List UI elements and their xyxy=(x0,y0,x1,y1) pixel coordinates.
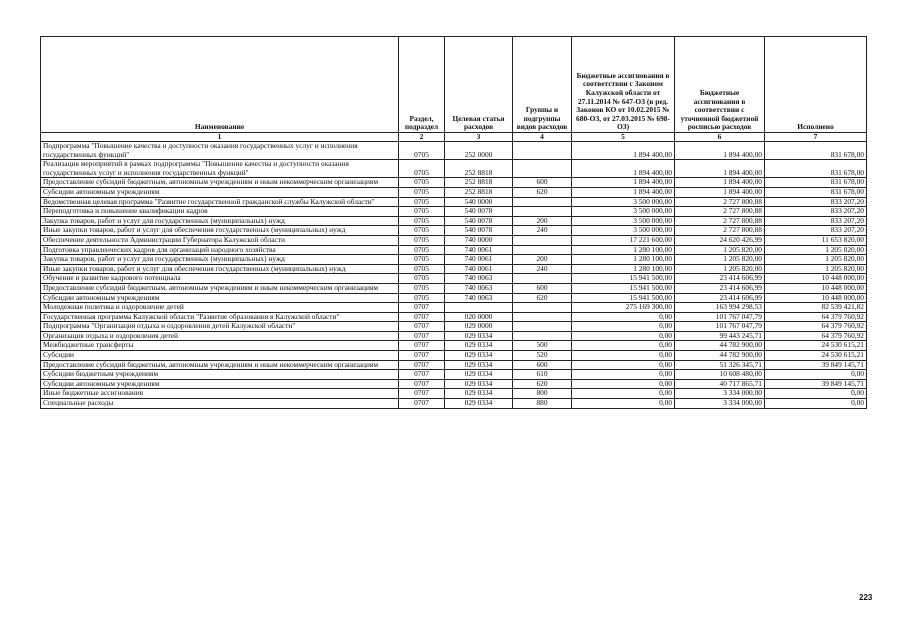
row-refined-amount: 24 620 426,99 xyxy=(675,235,765,245)
row-refined-amount: 23 414 606,99 xyxy=(675,293,765,303)
row-target: 540 0078 xyxy=(445,207,513,217)
row-name: Ведомственная целевая программа "Развитие государственной гражданской службы Калужской области" xyxy=(41,197,399,207)
row-section: 0707 xyxy=(399,351,445,361)
row-law-amount: 1 894 400,00 xyxy=(572,160,675,178)
row-target: 029 0334 xyxy=(445,360,513,370)
row-refined-amount: 163 994 298,53 xyxy=(675,303,765,313)
row-executed-amount: 0,00 xyxy=(765,370,867,380)
column-number: 2 xyxy=(399,133,445,142)
row-refined-amount: 23 414 606,99 xyxy=(675,283,765,293)
table-row xyxy=(41,379,867,389)
row-group xyxy=(513,303,572,313)
row-section: 0707 xyxy=(399,389,445,399)
column-number: 4 xyxy=(513,133,572,142)
header-target: Целевая статья расходов xyxy=(445,37,513,133)
row-name: Закупка товаров, работ и услуг для государственных (муниципальных) нужд xyxy=(41,216,399,226)
row-law-amount: 15 941 500,00 xyxy=(572,293,675,303)
row-name: Специальные расходы xyxy=(41,399,399,409)
row-refined-amount: 2 727 800,88 xyxy=(675,197,765,207)
row-executed-amount: 831 678,00 xyxy=(765,178,867,188)
row-executed-amount: 24 530 615,21 xyxy=(765,341,867,351)
row-group: 200 xyxy=(513,216,572,226)
row-executed-amount: 833 207,20 xyxy=(765,207,867,217)
row-group xyxy=(513,235,572,245)
row-refined-amount: 101 767 047,79 xyxy=(675,322,765,332)
row-refined-amount: 1 894 400,00 xyxy=(675,160,765,178)
row-refined-amount: 2 727 800,88 xyxy=(675,216,765,226)
row-law-amount: 0,00 xyxy=(572,399,675,409)
row-law-amount: 275 169 300,00 xyxy=(572,303,675,313)
row-section: 0705 xyxy=(399,197,445,207)
table-row xyxy=(41,245,867,255)
row-target: 740 0000 xyxy=(445,235,513,245)
row-name: Предоставление субсидий бюджетным, автономным учреждениям и иным некоммерческим организациям xyxy=(41,283,399,293)
row-law-amount: 3 500 000,00 xyxy=(572,216,675,226)
header-groups: Группы и подгруппы видов расходов xyxy=(513,37,572,133)
row-name: Подготовка управленческих кадров для организаций народного хозяйства xyxy=(41,245,399,255)
row-refined-amount: 2 727 800,88 xyxy=(675,226,765,236)
table-row xyxy=(41,360,867,370)
row-law-amount: 0,00 xyxy=(572,360,675,370)
row-name: Предоставление субсидий бюджетным, автономным учреждениям и иным некоммерческим организациям xyxy=(41,360,399,370)
row-refined-amount: 44 782 900,00 xyxy=(675,351,765,361)
row-refined-amount: 101 767 047,79 xyxy=(675,312,765,322)
table-row xyxy=(41,322,867,332)
row-section: 0707 xyxy=(399,303,445,313)
row-law-amount: 0,00 xyxy=(572,322,675,332)
row-name: Иные закупки товаров, работ и услуг для обеспечения государственных (муниципальных) нужд xyxy=(41,226,399,236)
row-law-amount: 0,00 xyxy=(572,379,675,389)
row-group xyxy=(513,312,572,322)
table-row xyxy=(41,226,867,236)
row-name: Иные закупки товаров, работ и услуг для обеспечения государственных (муниципальных) нужд xyxy=(41,264,399,274)
table-row xyxy=(41,255,867,265)
row-name: Обеспечение деятельности Администрации Губернатора Калужской области xyxy=(41,235,399,245)
row-law-amount: 3 500 000,00 xyxy=(572,226,675,236)
row-law-amount: 3 500 000,00 xyxy=(572,197,675,207)
row-target: 740 0063 xyxy=(445,283,513,293)
row-target: 252 8818 xyxy=(445,160,513,178)
row-target xyxy=(445,303,513,313)
row-law-amount: 1 894 400,00 xyxy=(572,178,675,188)
row-refined-amount: 23 414 606,99 xyxy=(675,274,765,284)
table-row xyxy=(41,312,867,322)
row-target: 540 0078 xyxy=(445,216,513,226)
table-body xyxy=(41,142,867,409)
row-law-amount: 1 894 400,00 xyxy=(572,142,675,160)
row-section: 0707 xyxy=(399,360,445,370)
row-section: 0705 xyxy=(399,255,445,265)
row-group: 620 xyxy=(513,187,572,197)
row-section: 0707 xyxy=(399,399,445,409)
table-row xyxy=(41,341,867,351)
row-law-amount: 0,00 xyxy=(572,341,675,351)
row-executed-amount: 11 653 820,00 xyxy=(765,235,867,245)
row-refined-amount: 44 782 900,00 xyxy=(675,341,765,351)
column-number: 6 xyxy=(675,133,765,142)
row-section: 0707 xyxy=(399,322,445,332)
row-group: 600 xyxy=(513,360,572,370)
row-target: 252 0000 xyxy=(445,142,513,160)
row-executed-amount: 831 678,00 xyxy=(765,187,867,197)
table-row xyxy=(41,264,867,274)
row-refined-amount: 1 894 400,00 xyxy=(675,142,765,160)
row-law-amount: 1 280 100,00 xyxy=(572,245,675,255)
row-group: 520 xyxy=(513,351,572,361)
table-row xyxy=(41,351,867,361)
row-section: 0705 xyxy=(399,187,445,197)
row-executed-amount: 833 207,20 xyxy=(765,226,867,236)
row-name: Государственная программа Калужской области "Развитие образования в Калужской области" xyxy=(41,312,399,322)
table-row xyxy=(41,399,867,409)
row-refined-amount: 40 717 865,71 xyxy=(675,379,765,389)
row-name: Обучение и развитие кадрового потенциала xyxy=(41,274,399,284)
row-executed-amount: 833 207,20 xyxy=(765,216,867,226)
row-group xyxy=(513,245,572,255)
row-law-amount: 17 221 600,00 xyxy=(572,235,675,245)
row-law-amount: 1 894 400,00 xyxy=(572,187,675,197)
row-name: Подпрограмма "Организация отдыха и оздоровления детей Калужской области" xyxy=(41,322,399,332)
header-refined: Бюджетные ассигнования в соответствии с уточненной бюджетной росписью расходов xyxy=(675,37,765,133)
table-row xyxy=(41,370,867,380)
row-target: 740 0061 xyxy=(445,255,513,265)
row-law-amount: 1 280 100,00 xyxy=(572,264,675,274)
table-row xyxy=(41,303,867,313)
table-row xyxy=(41,197,867,207)
table-row xyxy=(41,293,867,303)
table-row xyxy=(41,274,867,284)
row-target: 740 0063 xyxy=(445,293,513,303)
page-number: 223 xyxy=(859,593,873,602)
row-refined-amount: 3 334 000,00 xyxy=(675,399,765,409)
row-group: 200 xyxy=(513,255,572,265)
row-group: 610 xyxy=(513,370,572,380)
row-target: 029 0334 xyxy=(445,370,513,380)
column-number: 7 xyxy=(765,133,867,142)
row-executed-amount: 10 448 000,00 xyxy=(765,274,867,284)
row-law-amount: 0,00 xyxy=(572,389,675,399)
header-executed: Исполнено xyxy=(765,37,867,133)
row-law-amount: 0,00 xyxy=(572,351,675,361)
row-group: 240 xyxy=(513,226,572,236)
row-group xyxy=(513,160,572,178)
row-refined-amount: 3 334 000,00 xyxy=(675,389,765,399)
row-executed-amount: 24 530 615,21 xyxy=(765,351,867,361)
header-name: Наименование xyxy=(41,37,399,133)
row-target: 029 0000 xyxy=(445,322,513,332)
row-refined-amount: 1 205 820,00 xyxy=(675,245,765,255)
row-section: 0705 xyxy=(399,160,445,178)
table-row xyxy=(41,207,867,217)
row-target: 540 0078 xyxy=(445,226,513,236)
row-section: 0705 xyxy=(399,235,445,245)
row-executed-amount: 0,00 xyxy=(765,389,867,399)
column-numbers-row xyxy=(41,133,867,142)
row-section: 0705 xyxy=(399,142,445,160)
row-executed-amount: 1 205 820,00 xyxy=(765,245,867,255)
row-executed-amount: 0,00 xyxy=(765,399,867,409)
row-group: 500 xyxy=(513,341,572,351)
column-number: 3 xyxy=(445,133,513,142)
row-refined-amount: 51 326 345,71 xyxy=(675,360,765,370)
table-header-row xyxy=(41,37,867,133)
row-refined-amount: 2 727 800,88 xyxy=(675,207,765,217)
row-executed-amount: 64 379 760,92 xyxy=(765,322,867,332)
row-executed-amount: 39 849 145,71 xyxy=(765,379,867,389)
row-section: 0707 xyxy=(399,312,445,322)
row-executed-amount: 831 678,00 xyxy=(765,142,867,160)
row-target: 540 0000 xyxy=(445,197,513,207)
row-name: Межбюджетные трансферты xyxy=(41,341,399,351)
table-row xyxy=(41,142,867,160)
table-row xyxy=(41,178,867,188)
row-name: Организация отдыха и оздоровления детей xyxy=(41,331,399,341)
row-section: 0705 xyxy=(399,207,445,217)
row-group: 800 xyxy=(513,389,572,399)
row-group: 620 xyxy=(513,379,572,389)
row-target: 740 0061 xyxy=(445,264,513,274)
row-name: Предоставление субсидий бюджетным, автономным учреждениям и иным некоммерческим организациям xyxy=(41,178,399,188)
row-group: 600 xyxy=(513,178,572,188)
row-group: 620 xyxy=(513,293,572,303)
row-target: 252 8818 xyxy=(445,178,513,188)
table-row xyxy=(41,187,867,197)
row-section: 0707 xyxy=(399,370,445,380)
row-section: 0705 xyxy=(399,245,445,255)
table-row xyxy=(41,235,867,245)
row-executed-amount: 10 448 000,00 xyxy=(765,293,867,303)
row-target: 029 0334 xyxy=(445,389,513,399)
row-section: 0705 xyxy=(399,293,445,303)
row-target: 029 0334 xyxy=(445,331,513,341)
table-row xyxy=(41,389,867,399)
row-group: 880 xyxy=(513,399,572,409)
row-target: 029 0334 xyxy=(445,399,513,409)
row-executed-amount: 39 849 145,71 xyxy=(765,360,867,370)
column-number: 1 xyxy=(41,133,399,142)
row-target: 029 0334 xyxy=(445,351,513,361)
row-group: 240 xyxy=(513,264,572,274)
row-law-amount: 0,00 xyxy=(572,331,675,341)
row-section: 0707 xyxy=(399,379,445,389)
row-law-amount: 0,00 xyxy=(572,312,675,322)
row-executed-amount: 64 379 760,92 xyxy=(765,331,867,341)
table-row xyxy=(41,160,867,178)
row-section: 0707 xyxy=(399,341,445,351)
header-section: Раздел, подраздел xyxy=(399,37,445,133)
row-section: 0705 xyxy=(399,216,445,226)
row-target: 740 0061 xyxy=(445,245,513,255)
row-executed-amount: 64 379 760,92 xyxy=(765,312,867,322)
row-executed-amount: 1 205 820,00 xyxy=(765,264,867,274)
row-target: 020 0000 xyxy=(445,312,513,322)
row-executed-amount: 82 539 421,82 xyxy=(765,303,867,313)
table-row xyxy=(41,283,867,293)
row-group xyxy=(513,322,572,332)
row-section: 0707 xyxy=(399,331,445,341)
row-section: 0705 xyxy=(399,178,445,188)
row-name: Закупка товаров, работ и услуг для государственных (муниципальных) нужд xyxy=(41,255,399,265)
row-target: 029 0334 xyxy=(445,341,513,351)
row-group xyxy=(513,142,572,160)
row-group: 600 xyxy=(513,283,572,293)
row-name: Реализация мероприятий в рамках подпрограммы "Повышение качества и доступности оказания государственных услуг и исполнения государственных функций" xyxy=(41,160,399,178)
row-name: Субсидии автономным учреждениям xyxy=(41,293,399,303)
row-refined-amount: 1 205 820,00 xyxy=(675,264,765,274)
row-group xyxy=(513,197,572,207)
row-section: 0705 xyxy=(399,283,445,293)
row-name: Субсидии бюджетным учреждениям xyxy=(41,370,399,380)
row-executed-amount: 10 448 000,00 xyxy=(765,283,867,293)
row-refined-amount: 1 205 820,00 xyxy=(675,255,765,265)
row-name: Субсидии автономным учреждениям xyxy=(41,379,399,389)
row-executed-amount: 1 205 820,00 xyxy=(765,255,867,265)
row-name: Иные бюджетные ассигнования xyxy=(41,389,399,399)
row-section: 0705 xyxy=(399,274,445,284)
row-name: Субсидии автономным учреждениям xyxy=(41,187,399,197)
row-name: Подпрограмма "Повышение качества и доступности оказания государственных услуг и исполнения государственных функций" xyxy=(41,142,399,160)
row-section: 0705 xyxy=(399,264,445,274)
row-law-amount: 15 941 500,00 xyxy=(572,283,675,293)
row-refined-amount: 10 608 480,00 xyxy=(675,370,765,380)
row-law-amount: 15 941 500,00 xyxy=(572,274,675,284)
row-section: 0705 xyxy=(399,226,445,236)
row-law-amount: 1 280 100,00 xyxy=(572,255,675,265)
row-law-amount: 0,00 xyxy=(572,370,675,380)
row-refined-amount: 1 894 400,00 xyxy=(675,187,765,197)
row-name: Молодежная политика и оздоровление детей xyxy=(41,303,399,313)
row-refined-amount: 99 443 245,71 xyxy=(675,331,765,341)
table-row xyxy=(41,216,867,226)
row-executed-amount: 833 207,20 xyxy=(765,197,867,207)
column-number: 5 xyxy=(572,133,675,142)
table-row xyxy=(41,331,867,341)
row-group xyxy=(513,331,572,341)
budget-table xyxy=(40,36,867,409)
header-law: Бюджетные ассигнования в соответствии с Законом Калужской области от 27.11.2014 № 647-ОЗ (в ред. Законов КО от 10.02.2015 № 680-ОЗ, от 27.03.2015 № 698-ОЗ) xyxy=(572,37,675,133)
row-group xyxy=(513,207,572,217)
row-executed-amount: 831 678,00 xyxy=(765,160,867,178)
row-target: 740 0063 xyxy=(445,274,513,284)
row-law-amount: 3 500 000,00 xyxy=(572,207,675,217)
row-target: 252 8818 xyxy=(445,187,513,197)
row-name: Переподготовка и повышение квалификации кадров xyxy=(41,207,399,217)
row-target: 029 0334 xyxy=(445,379,513,389)
row-name: Субсидии xyxy=(41,351,399,361)
row-group xyxy=(513,274,572,284)
row-refined-amount: 1 894 400,00 xyxy=(675,178,765,188)
